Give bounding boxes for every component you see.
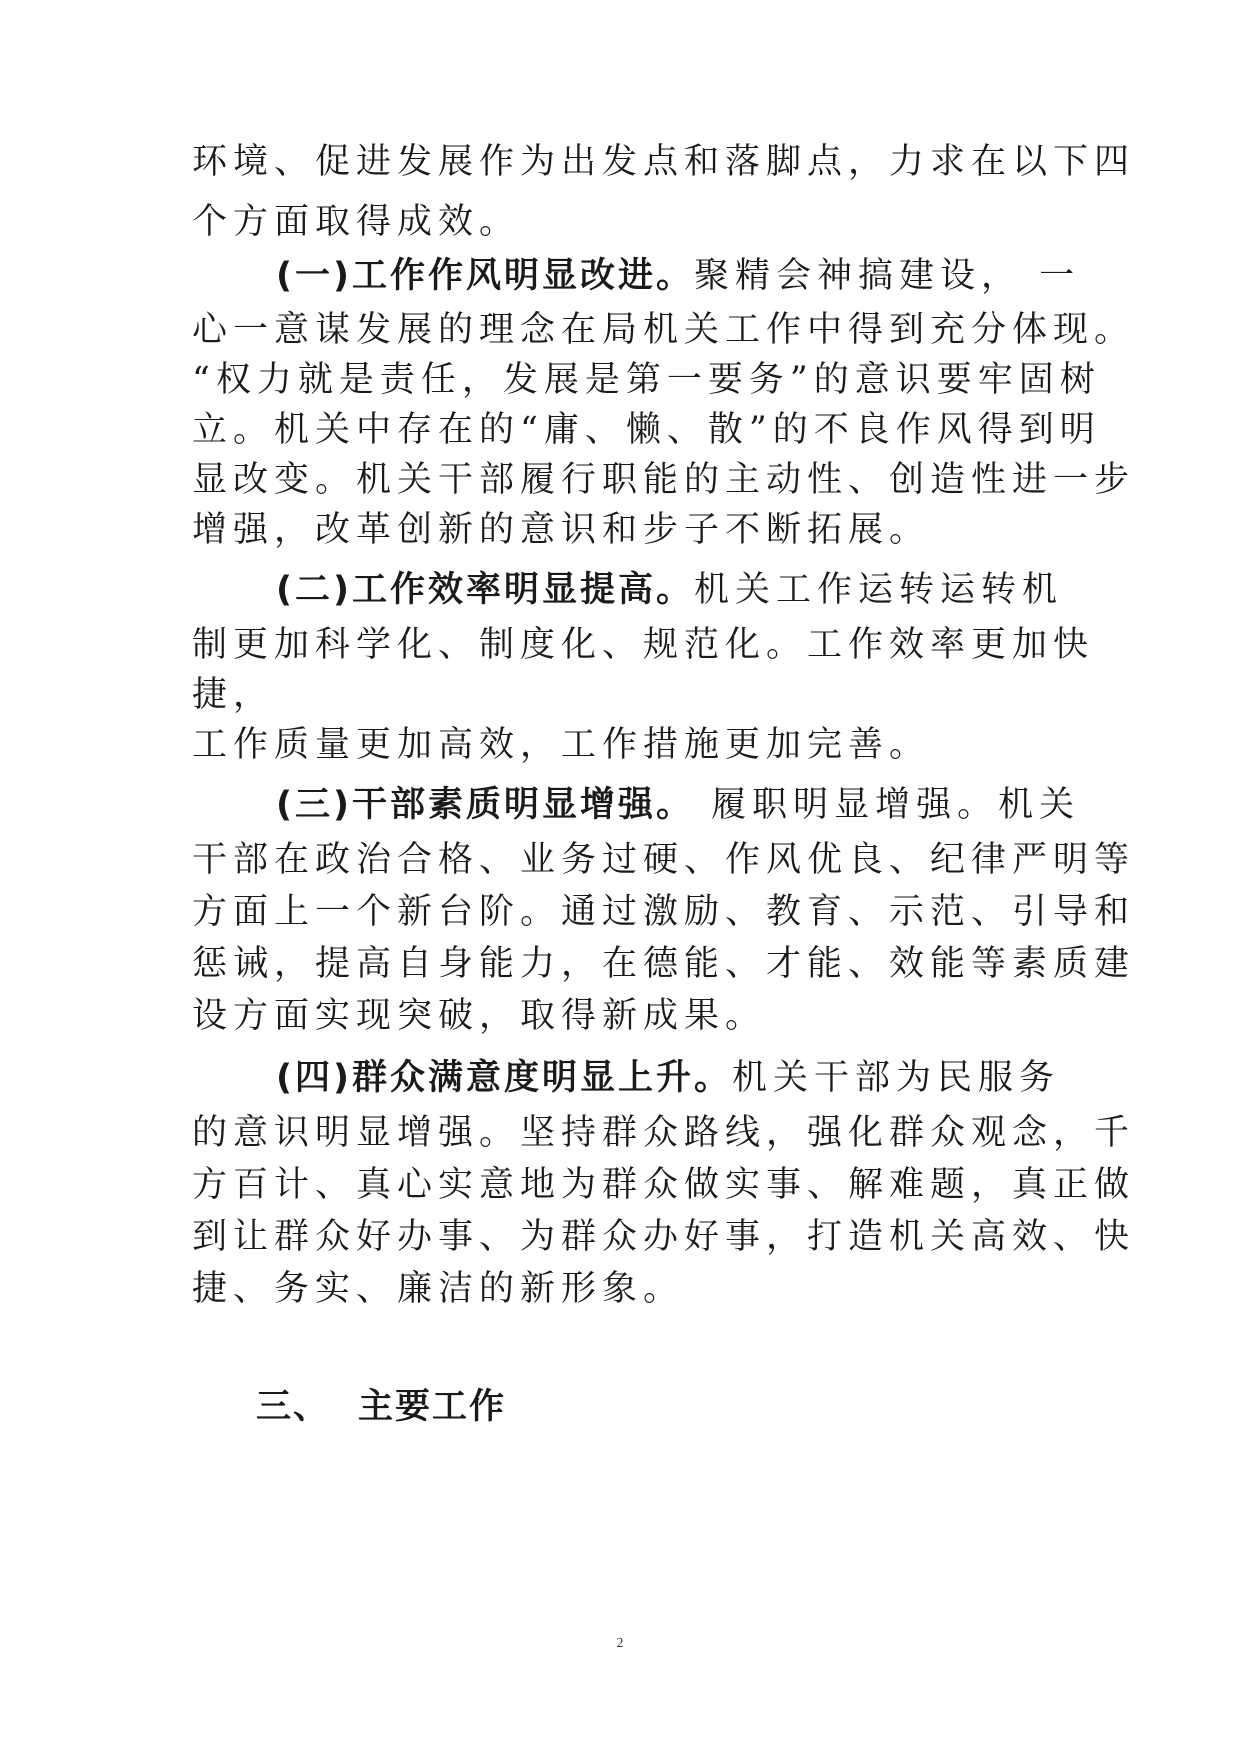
paragraph-1-first-line [276, 251, 1136, 301]
paragraph-1-heading: (一)工作作风明显改进。 [276, 256, 694, 296]
paragraph-4-heading: (四)群众满意度明显上升。 [276, 1058, 732, 1098]
paragraph-2-line-2: 制更加科学化、制度化、规范化。工作效率更加快 [192, 625, 1095, 665]
paragraph-1-line-2: 心一意谋发展的理念在局机关工作中得到充分体现。 [192, 310, 1136, 350]
section-heading [256, 1382, 506, 1432]
section-title: 主要工作 [358, 1387, 507, 1427]
intro-line-2: 个方面取得成效。 [192, 202, 521, 242]
paragraph-1-line-4: 立。机关中存在的“庸、懒、散”的不良作风得到明 [192, 410, 1101, 450]
paragraph-2-line-1-tail: 机关工作运转运转机 [694, 570, 1064, 610]
paragraph-1-line-5: 显改变。机关干部履行职能的主动性、创造性进一步 [192, 460, 1136, 500]
paragraph-1-line-3: “权力就是责任，发展是第一要务”的意识要牢固树 [192, 360, 1101, 400]
paragraph-2-line-4: 工作质量更加高效，工作措施更加完善。 [192, 725, 931, 765]
paragraph-1-line-6: 增强，改革创新的意识和步子不断拓展。 [192, 510, 931, 550]
paragraph-4-line-2: 的意识明显增强。坚持群众路线，强化群众观念，千 [192, 1113, 1136, 1153]
paragraph-3-line-4: 惩诫，提高自身能力，在德能、才能、效能等素质建 [192, 944, 1136, 984]
paragraph-1-line-1-tail: 聚精会神搞建设， 一 [694, 256, 1081, 296]
paragraph-4-line-3: 方百计、真心实意地为群众做实事、解难题，真正做 [192, 1165, 1136, 1205]
intro-line-1: 环境、促进发展作为出发点和落脚点，力求在以下四 [192, 142, 1136, 182]
page-number: 2 [616, 1636, 624, 1651]
paragraph-3-line-5: 设方面实现突破，取得新成果。 [192, 996, 767, 1036]
section-number: 三、 [256, 1387, 331, 1427]
paragraph-3-heading: (三)干部素质明显增强。 [276, 785, 694, 825]
paragraph-4-line-1-tail: 机关干部为民服务 [732, 1058, 1061, 1098]
paragraph-2-first-line [276, 565, 1136, 615]
paragraph-4-line-4: 到让群众好办事、为群众办好事，打造机关高效、快 [192, 1217, 1136, 1257]
paragraph-3-first-line [276, 780, 1136, 830]
paragraph-4-line-5: 捷、务实、廉洁的新形象。 [192, 1269, 685, 1309]
paragraph-3-line-2: 干部在政治合格、业务过硬、作风优良、纪律严明等 [192, 840, 1136, 880]
paragraph-2-line-3: 捷， [192, 675, 275, 715]
paragraph-4-first-line [276, 1053, 1136, 1103]
paragraph-3-line-1-tail: 履职明显增强。机关 [694, 785, 1081, 825]
paragraph-2-heading: (二)工作效率明显提高。 [276, 570, 694, 610]
paragraph-3-line-3: 方面上一个新台阶。通过激励、教育、示范、引导和 [192, 892, 1136, 932]
